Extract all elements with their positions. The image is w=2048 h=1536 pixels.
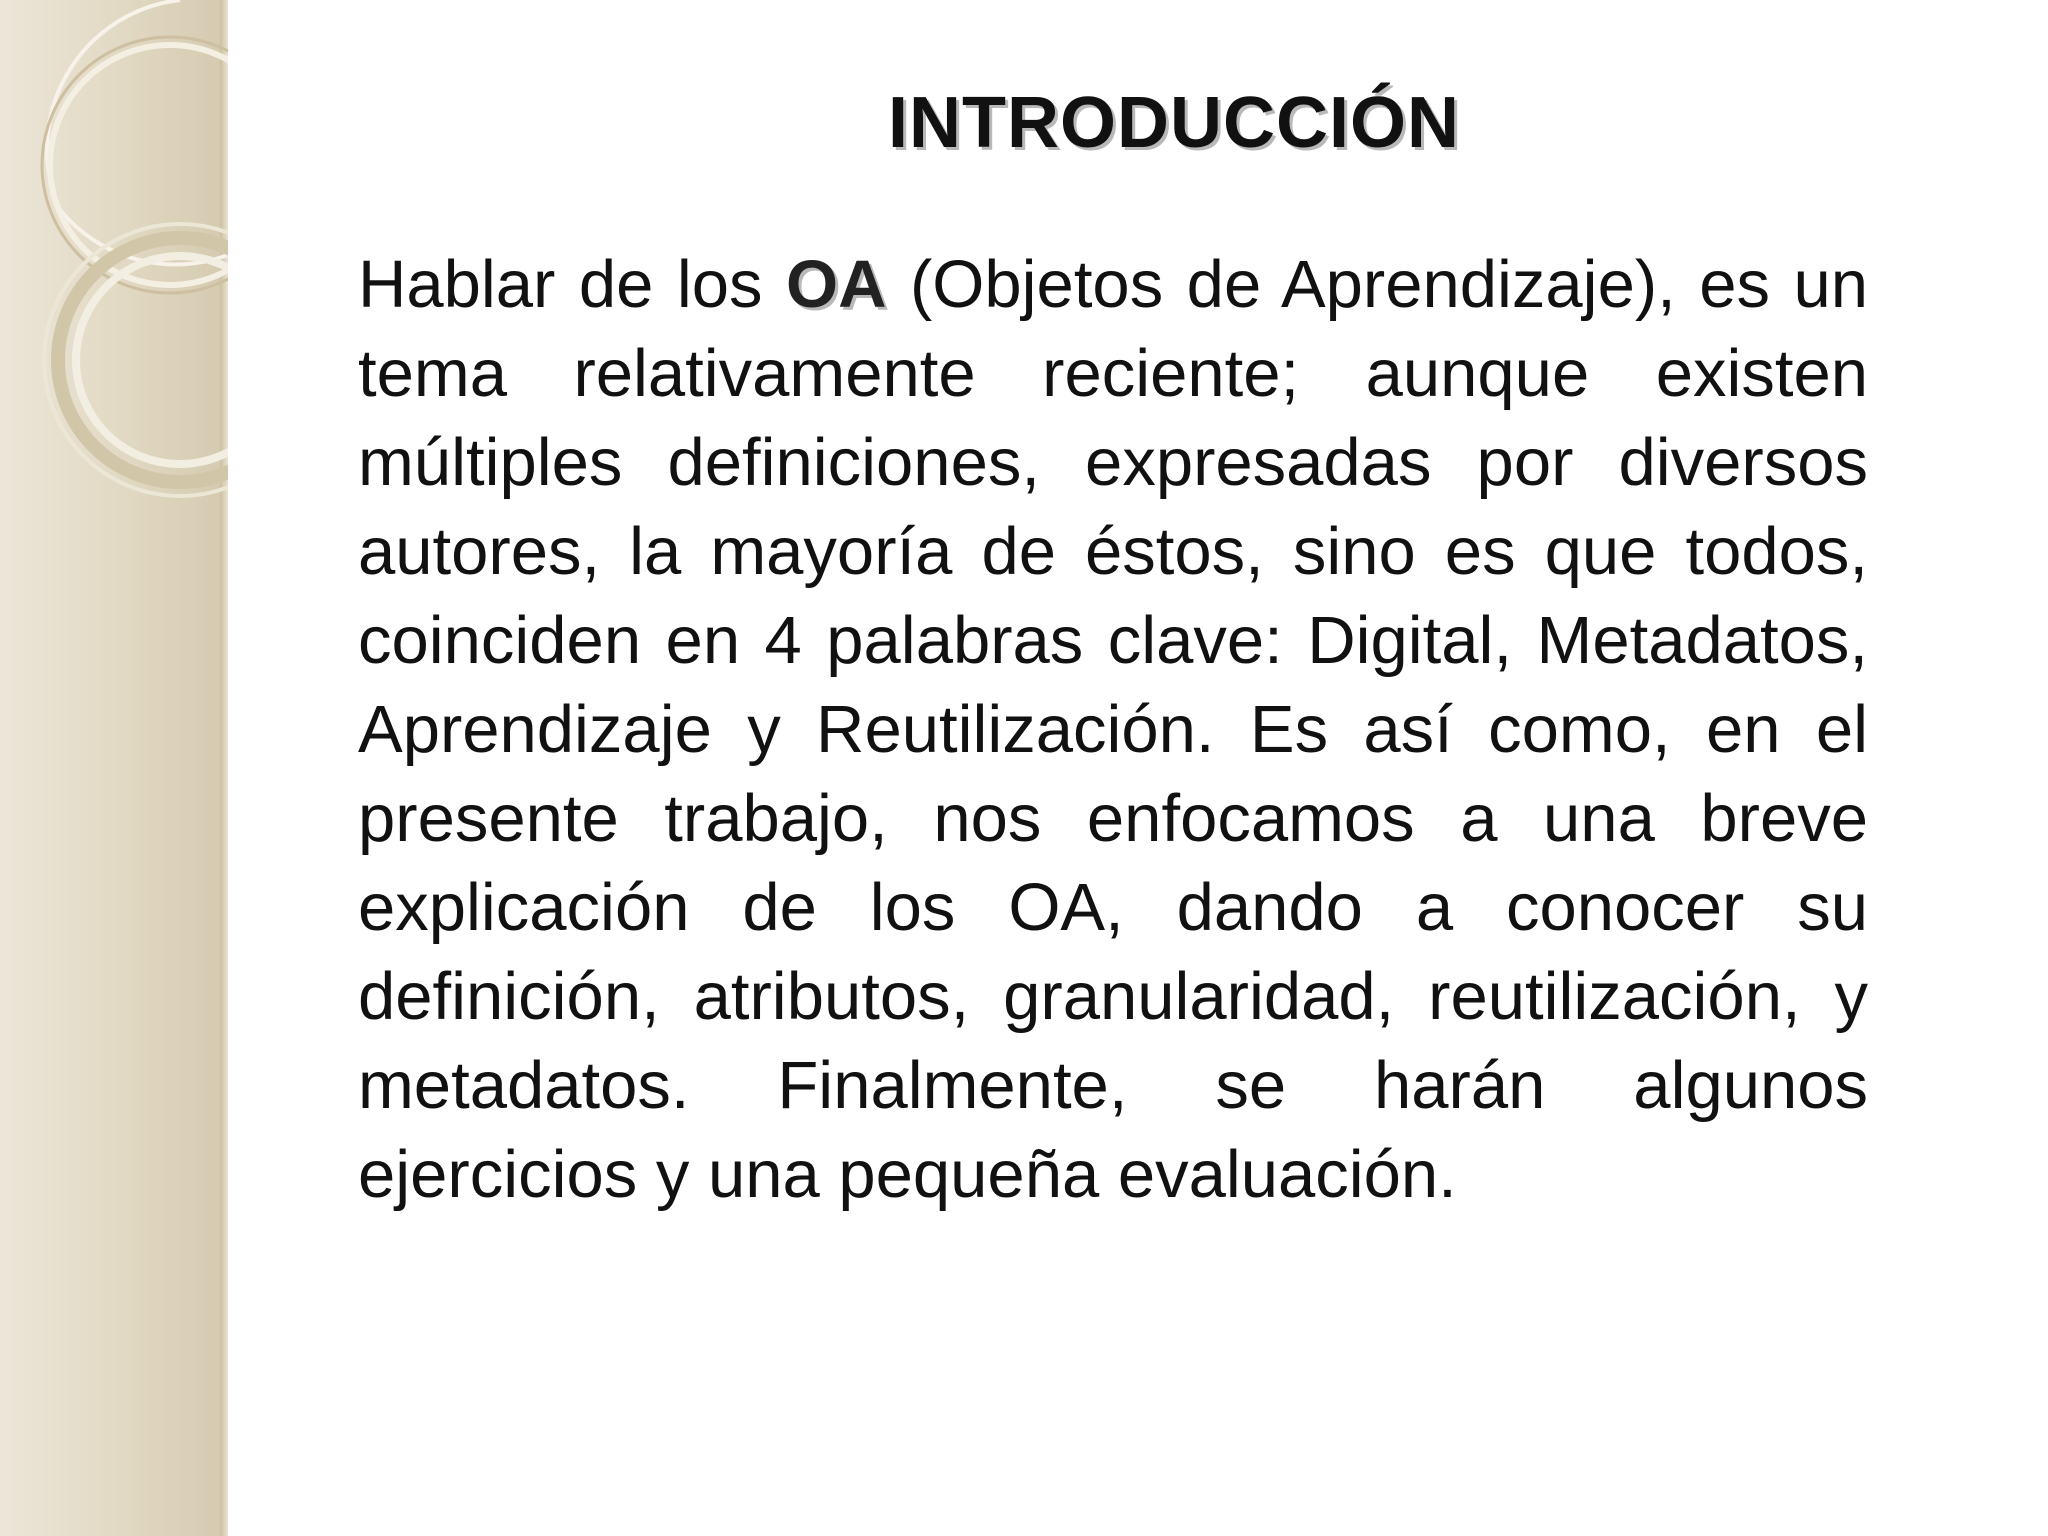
slide-title: INTRODUCCIÓN [888,83,1460,163]
intro-paragraph [358,240,1868,1219]
paragraph-lead: Hablar de los [358,247,786,322]
paragraph-rest: (Objetos de Aprendizaje), es un tema relativamente reciente; aunque existen múltiples definiciones, expresadas por diversos autores, la mayoría de éstos, sino es que todos, coinciden en 4 palabras clave: Digital, Metadatos, Aprendizaje y Reutilización. Es así como, en el presente trabajo, nos enfocamos a una breve explicación de los OA, dando a conocer su definición, atributos, granularidad, reutilización, y metadatos. Finalmente, se harán algunos ejercicios y una pequeña evaluación. [358,247,1869,1212]
decorative-rings [0,0,228,520]
oa-term: OA [786,247,887,322]
